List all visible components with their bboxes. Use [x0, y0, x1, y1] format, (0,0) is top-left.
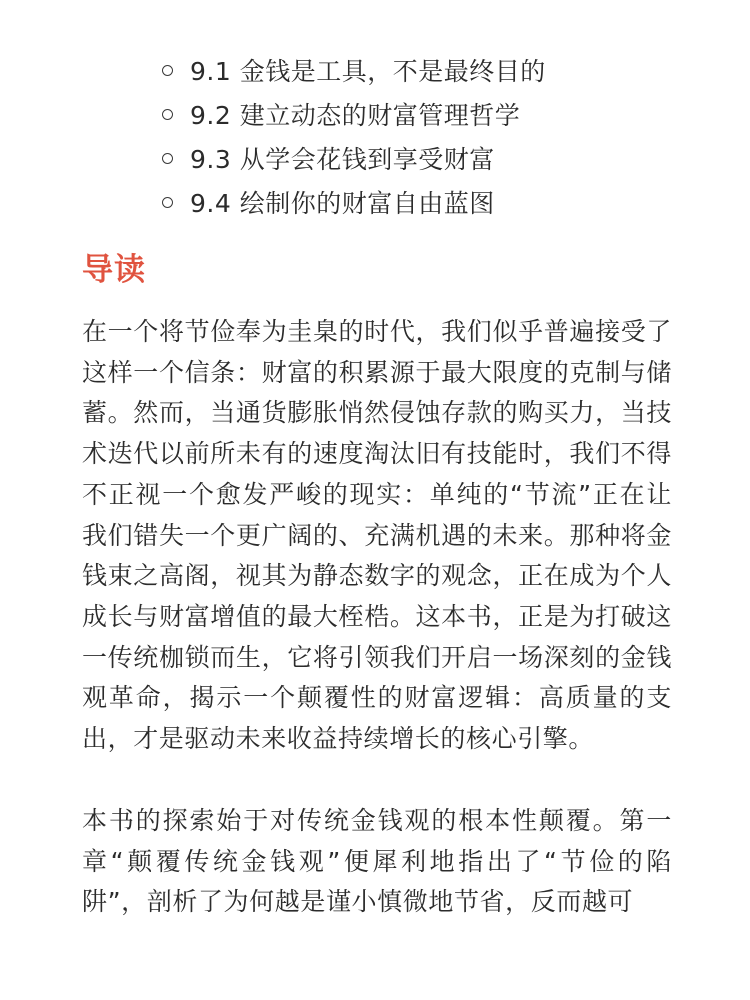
toc-item-9-4[interactable] [162, 180, 546, 224]
toc-item-label: 9.4 绘制你的财富自由蓝图 [190, 189, 495, 218]
body-paragraph: 在一个将节俭奉为圭臬的时代，我们似乎普遍接受了这样一个信条：财富的积累源于最大限度的克制与储蓄。然而，当通货膨胀悄然侵蚀存款的购买力，当技术迭代以前所未有的速度淘汰旧有技能时，我们不得不正视一个愈发严峻的现实：单纯的“节流”正在让我们错失一个更广阔的、充满机遇的未来。那种将金钱束之高阁，视其为静态数字的观念，正在成为个人成长与财富增值的最大桎梏。这本书，正是为打破这一传统枷锁而生，它将引领我们开启一场深刻的金钱观革命，揭示一个颠覆性的财富逻辑：高质量的支出，才是驱动未来收益持续增长的核心引擎。 [82, 317, 672, 754]
toc-item-label: 9.3 从学会花钱到享受财富 [190, 145, 495, 174]
toc-item-9-3[interactable] [162, 136, 546, 180]
section-heading: 导读 [82, 252, 146, 288]
toc-item-9-1[interactable] [162, 48, 546, 92]
hollow-circle-bullet-icon [162, 109, 173, 120]
body-paragraph: 本书的探索始于对传统金钱观的根本性颠覆。第一章“颠覆传统金钱观”便犀利地指出了“节俭的陷阱”，剖析了为何越是谨小慎微地节省，反而越可 [82, 806, 672, 917]
toc-item-9-2[interactable] [162, 92, 546, 136]
toc-item-label: 9.1 金钱是工具，不是最终目的 [190, 57, 546, 86]
toc-item-label: 9.2 建立动态的财富管理哲学 [190, 101, 521, 130]
hollow-circle-bullet-icon [162, 197, 173, 208]
hollow-circle-bullet-icon [162, 65, 173, 76]
table-of-contents-list [162, 48, 546, 224]
hollow-circle-bullet-icon [162, 153, 173, 164]
